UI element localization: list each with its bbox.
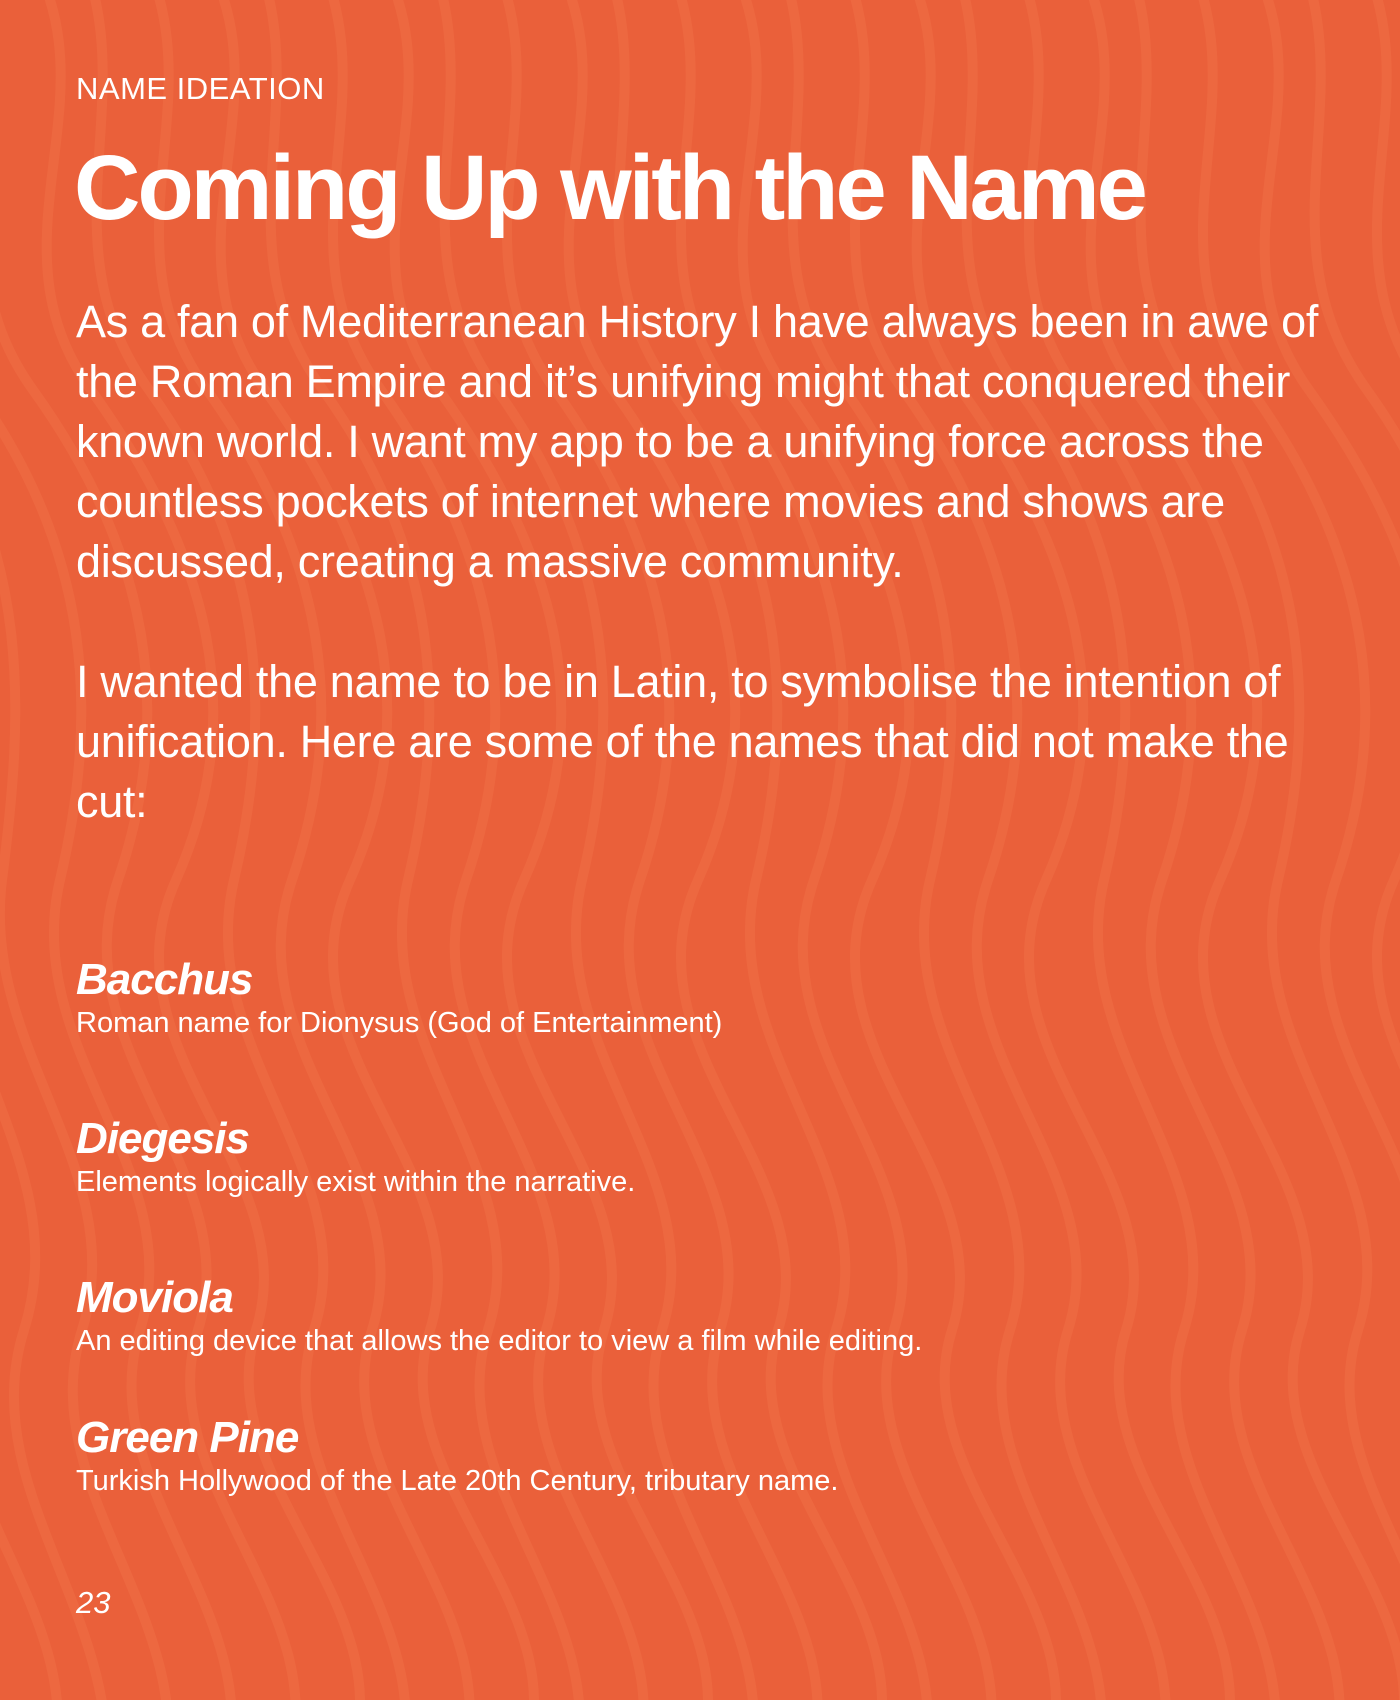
name-title-diegesis: Diegesis xyxy=(76,1114,249,1163)
name-description-green-pine: Turkish Hollywood of the Late 20th Century, tributary name. xyxy=(76,1465,839,1497)
name-title-green-pine: Green Pine xyxy=(76,1413,299,1462)
name-entry-green-pine xyxy=(76,1413,1336,1499)
name-description-diegesis: Elements logically exist within the narrative. xyxy=(76,1166,636,1198)
wave-line xyxy=(1340,0,1400,1700)
page-number: 23 xyxy=(76,1585,111,1620)
name-description-bacchus: Roman name for Dionysus (God of Entertainment) xyxy=(76,1007,723,1039)
name-description-moviola: An editing device that allows the editor to view a film while editing. xyxy=(76,1325,923,1357)
intro-copy xyxy=(76,292,1336,832)
name-title-moviola: Moviola xyxy=(76,1273,233,1322)
page-title: Coming Up with the Name xyxy=(74,137,1145,239)
wave-line xyxy=(0,0,58,1700)
name-entry-diegesis xyxy=(76,1114,1336,1200)
intro-paragraph-history: As a fan of Mediterranean History I have always been in awe of the Roman Empire and it’s unifying might that conquered their known world. I want my app to be a unifying force across the countless pockets of internet where movies and shows are discussed, creating a massive community. xyxy=(76,296,1319,587)
section-label: NAME IDEATION xyxy=(76,71,325,106)
name-entry-bacchus xyxy=(76,955,1336,1041)
name-entry-moviola xyxy=(76,1273,1336,1359)
name-title-bacchus: Bacchus xyxy=(76,955,253,1004)
intro-paragraph-latin: I wanted the name to be in Latin, to symbolise the intention of unification. Here are some of the names that did not make the cut: xyxy=(76,656,1289,827)
